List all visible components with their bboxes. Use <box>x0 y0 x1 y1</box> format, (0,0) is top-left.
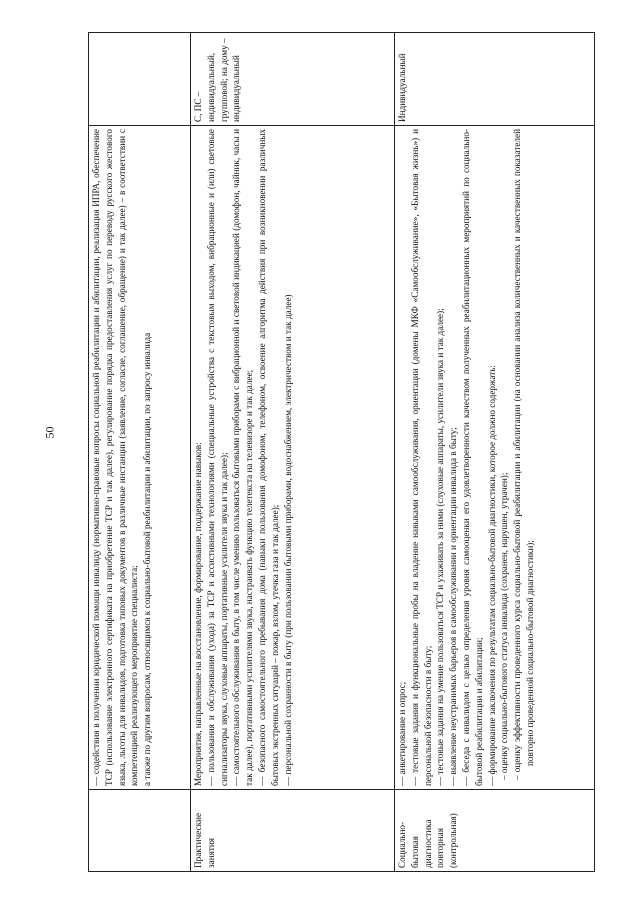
activity-content-cell <box>395 126 595 790</box>
content-paragraph: а также по другим вопросам, относящимся к социально-бытовой реабилитации и абилитации, по запросу инвалида <box>142 332 153 786</box>
content-paragraph: — анкетирование и опрос; <box>397 681 407 786</box>
activity-content-cell <box>191 126 395 790</box>
form-cell: Индивидуальный <box>395 33 595 126</box>
activity-name-cell: Практические занятия <box>191 790 395 872</box>
content-paragraph: — самостоятельного обслуживания в быту, в том числе умению пользоваться бытовыми приборами с вибрационной и световой индикацией (домофон, чайник, часы и так далее), портативными усилителями звука, настраивать функцию телетекста на телевизоре и так далее; <box>231 129 255 786</box>
rotated-table-container <box>88 32 608 872</box>
page-number: 50 <box>42 426 57 439</box>
table-row <box>395 33 595 872</box>
activity-name-cell <box>89 790 191 872</box>
content-paragraph: — персональной сохранности в быту (при пользовании бытовыми приборами, водоснабжением, электричеством и так далее) <box>282 294 293 786</box>
rehabilitation-table <box>88 32 595 872</box>
table-row <box>191 33 395 872</box>
content-paragraph: — беседа с инвалидом с целью определения уровня самооценки его удовлетворенности качеством полученных реабилитационных мероприятий по социально-бытовой реабилитации и абилитации; <box>460 129 484 786</box>
table-row <box>89 33 191 872</box>
activity-content-cell <box>89 126 191 790</box>
content-paragraph: — содействия в получении юридической помощи инвалиду (нормативно-правовые вопросы социальной реабилитации и абилитации, реализация ИПРА, обеспечение ТСР (использование электронного сертификата на приобретение ТСР и так далее), регулирование порядка предоставления услуг по переводу русского жестового языка, льготы для инвалидов, подготовка типовых документов в различные инстанции (заявление, согласие, соглашение, обращение) и так далее) – в соответствии с компетенцией реализующего мероприятие специалиста; <box>91 129 140 786</box>
sub-item: – оценку эффективности проведенного курса социально-бытовой реабилитации и абилитации (на основании анализа количественных и качественных показателей повторно проведенной социально-бытовой диагностики); <box>512 129 535 780</box>
content-paragraph: — пользования и обслуживания (ухода) за ТСР и ассистивными технологиями (специальные устройства с текстовым выходом, вибрационные и (или) световые сигнализаторы звука, слуховые аппараты, портативные усилители звука и так далее); <box>205 129 229 786</box>
activity-name-cell: Социально-бытовая диагностика повторная (контрольная) <box>395 790 595 872</box>
content-paragraph: — тестовые задания и функциональные пробы на владение навыками самообслуживания, ориентации (домены МКФ «Самообслуживание», «Бытовая жизнь») и персональной безопасности в быту; <box>409 129 433 786</box>
sub-item: – оценку социально-бытового статуса инвалида (сохранен, нарушен, утрачен); <box>499 472 510 780</box>
form-cell <box>89 33 191 126</box>
content-paragraph: — безопасного самостоятельного пребывания дома (навыки пользования домофоном, телефоном, освоение алгоритма действия при возникновении различных бытовых экстренных ситуаций – пожар, взлом, утечка газа и так далее); <box>256 129 280 786</box>
content-paragraph: — выявление неустранимых барьеров в самообслуживании и ориентации инвалида в быту; <box>448 427 459 786</box>
content-paragraph: Мероприятия, направленные на восстановление, формирование, поддержание навыков: <box>193 442 203 786</box>
content-paragraph: — формирование заключения по результатам социально-бытовой диагностики, которое должно содержать: <box>486 365 497 786</box>
content-paragraph: — тестовые задания на умение пользоваться ТСР и ухаживать за ними (слуховые аппараты, усилители звука и так далее); <box>435 308 446 786</box>
form-cell: С, ПС – индивидуальный, групповой; на дому – индивидуальный <box>191 33 395 126</box>
